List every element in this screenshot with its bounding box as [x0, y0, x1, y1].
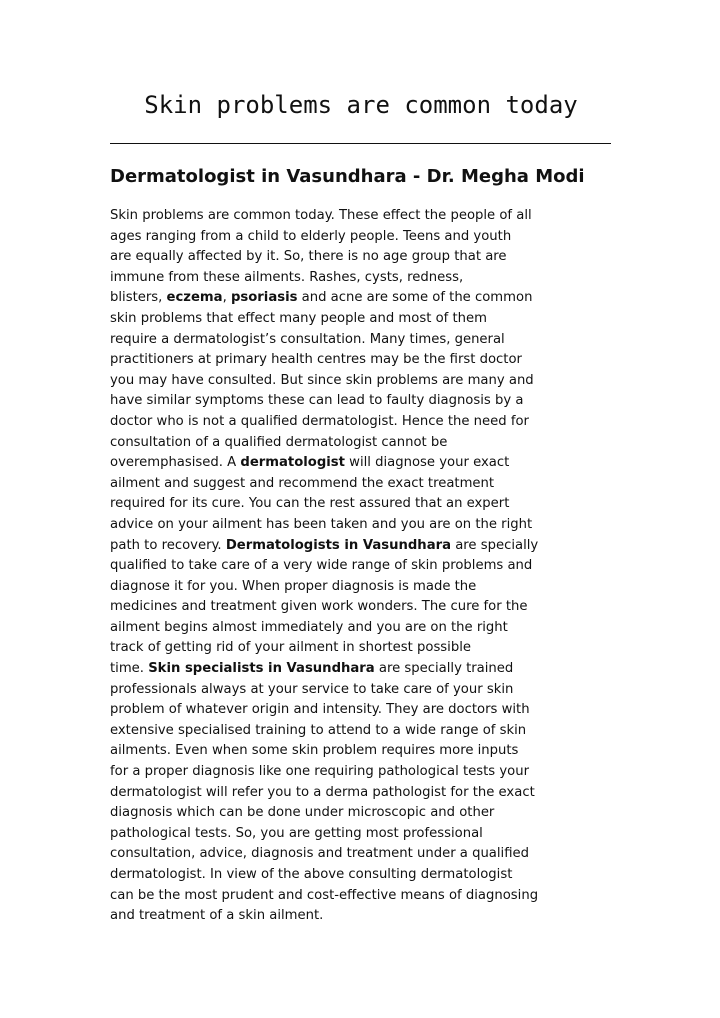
text-segment: are specially trained: [374, 661, 514, 677]
text-line: [110, 638, 630, 659]
text-line: [110, 391, 630, 412]
text-segment: are specially: [451, 537, 539, 553]
text-segment: ailment begins almost immediately and you are on the right: [110, 619, 508, 635]
text-segment: ailment and suggest and recommend the exact treatment: [110, 475, 495, 491]
text-line: [110, 330, 630, 351]
text-segment: immune from these ailments. Rashes, cysts, redness,: [110, 269, 464, 285]
text-line: [110, 700, 630, 721]
text-line: [110, 556, 630, 577]
text-line: [110, 659, 630, 680]
text-segment: dermatologist. In view of the above consulting dermatologist: [110, 867, 513, 882]
text-line: [110, 453, 630, 474]
text-segment: consultation, advice, diagnosis and treatment under a qualified: [110, 846, 530, 862]
text-segment: consultation of a qualified dermatologist cannot be: [110, 434, 448, 450]
text-line: [110, 618, 630, 639]
text-line: [110, 803, 630, 824]
bold-keyword: Dermatologists in Vasundhara: [225, 537, 452, 553]
text-line: [110, 824, 630, 845]
text-line: [110, 288, 630, 309]
text-segment: diagnosis which can be done under microscopic and other: [110, 805, 495, 821]
text-line: [110, 844, 630, 865]
title-divider: [110, 143, 611, 144]
text-segment: doctor who is not a qualified dermatologist. Hence the need for: [110, 413, 529, 429]
text-segment: diagnose it for you. When proper diagnosis is made the: [110, 578, 477, 594]
text-line: [110, 474, 630, 495]
text-segment: ailments. Even when some skin problem requires more inputs: [110, 743, 519, 759]
text-line: [110, 515, 630, 536]
text-line: [110, 865, 630, 886]
bold-keyword: dermatologist: [240, 455, 345, 471]
text-line: [110, 227, 630, 248]
text-segment: path to recovery.: [110, 537, 226, 553]
text-line: [110, 350, 630, 371]
text-line: [110, 680, 630, 701]
text-segment: and treatment of a skin ailment.: [110, 908, 324, 924]
text-line: [110, 309, 630, 330]
bold-keyword: eczema: [166, 290, 223, 306]
text-line: [110, 597, 630, 618]
text-segment: have similar symptoms these can lead to faulty diagnosis by a: [110, 393, 524, 409]
text-segment: skin problems that effect many people and most of them: [110, 310, 487, 326]
text-line: [110, 906, 630, 927]
text-line: [110, 433, 630, 454]
text-line: [110, 412, 630, 433]
text-segment: require a dermatologist’s consultation. Many times, general: [110, 331, 505, 347]
text-segment: you may have consulted. But since skin problems are many and: [110, 372, 534, 388]
document-title: Skin problems are common today: [144, 91, 578, 119]
bold-keyword: psoriasis: [230, 290, 298, 306]
text-line: [110, 536, 630, 557]
text-segment: qualified to take care of a very wide range of skin problems and: [110, 558, 533, 574]
text-segment: ages ranging from a child to elderly people. Teens and youth: [110, 228, 512, 244]
text-segment: advice on your ailment has been taken and you are on the right: [110, 516, 533, 532]
document-subtitle: Dermatologist in Vasundhara - Dr. Megha Modi: [110, 166, 585, 187]
text-segment: can be the most prudent and cost-effective means of diagnosing: [110, 887, 539, 903]
text-segment: track of getting rid of your ailment in shortest possible: [110, 640, 471, 656]
text-line: [110, 494, 630, 515]
text-segment: ,: [222, 290, 231, 306]
text-line: [110, 886, 630, 907]
text-segment: extensive specialised training to attend to a wide range of skin: [110, 722, 527, 738]
text-segment: practitioners at primary health centres may be the first doctor: [110, 352, 522, 368]
text-segment: dermatologist will refer you to a derma pathologist for the exact: [110, 784, 535, 800]
body-paragraph: [110, 206, 630, 927]
text-line: [110, 247, 630, 268]
text-segment: are equally affected by it. So, there is no age group that are: [110, 249, 507, 265]
text-segment: Skin problems are common today. These effect the people of all: [110, 208, 532, 223]
text-line: [110, 206, 630, 227]
bold-keyword: Skin specialists in Vasundhara: [148, 661, 375, 677]
text-segment: professionals always at your service to take care of your skin: [110, 681, 514, 697]
text-segment: overemphasised. A: [110, 455, 241, 471]
text-line: [110, 762, 630, 783]
text-line: [110, 371, 630, 392]
text-line: [110, 268, 630, 289]
text-segment: required for its cure. You can the rest assured that an expert: [110, 496, 510, 512]
text-segment: time.: [110, 661, 149, 677]
text-segment: and acne are some of the common: [297, 290, 533, 306]
text-line: [110, 721, 630, 742]
text-line: [110, 741, 630, 762]
text-line: [110, 577, 630, 598]
text-segment: medicines and treatment given work wonders. The cure for the: [110, 599, 528, 615]
text-segment: will diagnose your exact: [344, 455, 510, 471]
text-segment: blisters,: [110, 290, 167, 306]
text-segment: for a proper diagnosis like one requiring pathological tests your: [110, 764, 529, 780]
text-segment: problem of whatever origin and intensity. They are doctors with: [110, 702, 530, 718]
text-line: [110, 783, 630, 804]
text-segment: pathological tests. So, you are getting most professional: [110, 825, 483, 841]
